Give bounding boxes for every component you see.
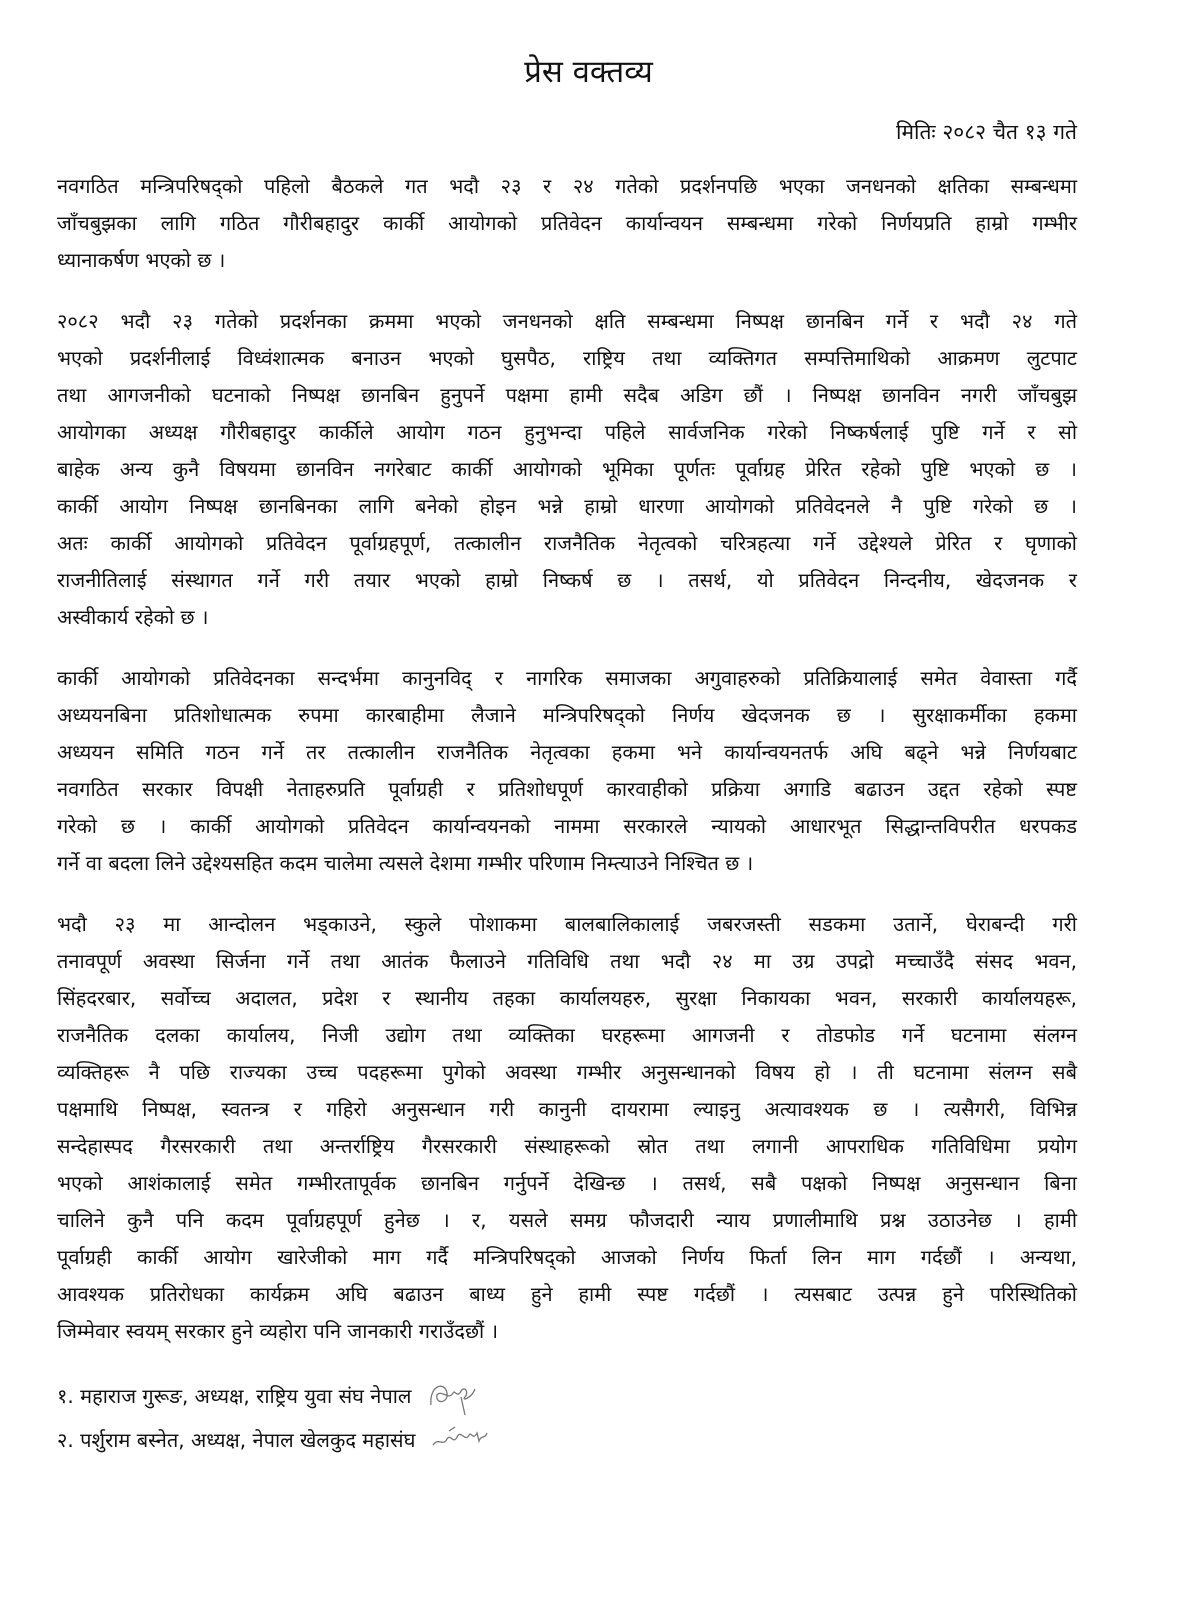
text-line: ध्यानाकर्षण भएको छ । <box>57 248 226 272</box>
text-line: राजनैतिक दलका कार्यालय, निजी उद्योग तथा व्यक्तिका घरहरूमा आगजनी र तोडफोड गर्ने घटनामा संलग्न <box>57 1023 1077 1047</box>
text-line: २०८२ भदौ २३ गतेको प्रदर्शनका क्रममा भएको जनधनको क्षति सम्बन्धमा निष्पक्ष छानबिन गर्ने र भदौ २४ गते <box>57 309 1077 333</box>
text-line: राजनीतिलाई संस्थागत गर्ने गरी तयार भएको हाम्रो निष्कर्ष छ । तसर्थ, यो प्रतिवेदन निन्दनीय, खेदजनक र <box>57 568 1077 592</box>
text-line: गरेको छ । कार्की आयोगको प्रतिवेदन कार्यान्वयनको नाममा सरकारले न्यायको आधारभूत सिद्धान्तविपरीत धरपकड <box>57 814 1077 838</box>
text-line: आवश्यक प्रतिरोधका कार्यक्रम अघि बढाउन बाध्य हुने हामी स्पष्ट गर्दछौं । त्यसबाट उत्पन्न हुने परिस्थितिको <box>57 1282 1077 1306</box>
signatory-line <box>57 1374 1077 1418</box>
paragraph <box>57 168 1077 279</box>
text-line: अध्ययन समिति गठन गर्ने तर तत्कालीन राजनैतिक नेतृत्वका हकमा भने कार्यान्वयनतर्फ अघि बढ्ने भन्ने निर्णयबाट <box>57 740 1077 764</box>
text-line: नवगठित सरकार विपक्षी नेताहरुप्रति पूर्वाग्रही र प्रतिशोधपूर्ण कारवाहीको प्रक्रिया अगाडि बढाउन उद्दत रहेको स्पष्ट <box>57 777 1077 801</box>
paragraph <box>57 303 1077 636</box>
text-line: भएको प्रदर्शनीलाई विध्वंशात्मक बनाउन भएको घुसपैठ, राष्ट्रिय तथा व्यक्तिगत सम्पत्तिमाथिको आक्रमण लुटपाट <box>57 346 1077 370</box>
text-line: बाहेक अन्य कुनै विषयमा छानविन नगरेबाट कार्की आयोगको भूमिका पूर्णतः पूर्वाग्रह प्रेरित रहेको पुष्टि भएको छ । <box>57 457 1077 481</box>
paragraph <box>57 906 1077 1350</box>
text-line: सन्देहास्पद गैरसरकारी तथा अन्तर्राष्ट्रिय गैरसरकारी संस्थाहरूको स्रोत तथा लगानी आपराधिक गतिविधिमा प्रयोग <box>57 1134 1077 1158</box>
signatory-name: १. महाराज गुरूङ, अध्यक्ष, राष्ट्रिय युवा संघ नेपाल <box>57 1384 412 1408</box>
document-title: प्रेस वक्तव्य <box>524 54 653 90</box>
text-line: पूर्वाग्रही कार्की आयोग खारेजीको माग गर्दै मन्त्रिपरिषद्को आजको निर्णय फिर्ता लिन माग गर्दछौं । अन्यथा, <box>57 1245 1077 1269</box>
text-line: आयोगका अध्यक्ष गौरीबहादुर कार्कीले आयोग गठन हुनुभन्दा पहिले सार्वजनिक गरेको निष्कर्षलाई पुष्टि गर्ने र सो <box>57 420 1077 444</box>
document-date: मितिः २०८२ चैत १३ गते <box>896 120 1077 144</box>
text-line: तथा आगजनीको घटनाको निष्पक्ष छानबिन हुनुपर्ने पक्षमा हामी सदैब अडिग छौं । निष्पक्ष छानविन नगरी जाँचबुझ <box>57 383 1077 407</box>
signature-image <box>429 1419 489 1461</box>
text-line: भएको आशंकालाई समेत गम्भीरतापूर्वक छानबिन गर्नुपर्ने देखिन्छ । तसर्थ, सबै पक्षको निष्पक्ष अनुसन्धान बिना <box>57 1171 1077 1195</box>
text-line: कार्की आयोगको प्रतिवेदनका सन्दर्भमा कानुनविद् र नागरिक समाजका अगुवाहरुको प्रतिक्रियालाई समेत वेवास्ता गर्दै <box>57 666 1077 690</box>
signature-image <box>425 1375 485 1417</box>
text-line: अस्वीकार्य रहेको छ । <box>57 605 209 629</box>
text-line: पक्षमाथि निष्पक्ष, स्वतन्त्र र गहिरो अनुसन्धान गरी कानुनी दायरामा ल्याइनु अत्यावश्यक छ । त्यसैगरी, विभिन्न <box>57 1097 1077 1121</box>
text-line: नवगठित मन्त्रिपरिषद्को पहिलो बैठकले गत भदौ २३ र २४ गतेको प्रदर्शनपछि भएका जनधनको क्षतिका सम्बन्धमा <box>57 174 1077 198</box>
text-line: अतः कार्की आयोगको प्रतिवेदन पूर्वाग्रहपूर्ण, तत्कालीन राजनैतिक नेतृत्वको चरित्रहत्या गर्ने उद्देश्यले प्रेरित र घृणाको <box>57 531 1077 555</box>
paragraph <box>57 660 1077 882</box>
text-line: व्यक्तिहरू नै पछि राज्यका उच्च पदहरूमा पुगेको अवस्था गम्भीर अनुसन्धानको विषय हो । ती घटनामा संलग्न सबै <box>57 1060 1077 1084</box>
paragraphs <box>57 168 1077 1350</box>
text-line: सिंहदरबार, सर्वोच्च अदालत, प्रदेश र स्थानीय तहका कार्यालयहरु, सुरक्षा निकायका भवन, सरकारी कार्यालयहरू, <box>57 986 1077 1010</box>
text-line: भदौ २३ मा आन्दोलन भड्काउने, स्कुले पोशाकमा बालबालिकालाई जबरजस्ती सडकमा उतार्ने, घेराबन्दी गरी <box>57 912 1077 936</box>
text-line: जिम्मेवार स्वयम् सरकार हुने व्यहोरा पनि जानकारी गराउँदछौं । <box>57 1319 499 1343</box>
text-line: तनावपूर्ण अवस्था सिर्जना गर्ने तथा आतंक फैलाउने गतिविधि तथा भदौ २४ मा उग्र उपद्रो मच्चाउँदै संसद भवन, <box>57 949 1077 973</box>
text-line: जाँचबुझका लागि गठित गौरीबहादुर कार्की आयोगको प्रतिवेदन कार्यान्वयन सम्बन्धमा गरेको निर्णयप्रति हाम्रो गम्भीर <box>57 211 1077 235</box>
document-body <box>57 168 1077 1462</box>
text-line: अध्ययनबिना प्रतिशोधात्मक रुपमा कारबाहीमा लैजाने मन्त्रिपरिषद्को निर्णय खेदजनक छ । सुरक्षाकर्मीका हकमा <box>57 703 1077 727</box>
signatory-name: २. पर्शुराम बस्नेत, अध्यक्ष, नेपाल खेलकुद महासंघ <box>57 1428 416 1452</box>
text-line: गर्ने वा बदला लिने उद्देश्यसहित कदम चालेमा त्यसले देशमा गम्भीर परिणाम निम्त्याउने निश्चित छ । <box>57 851 754 875</box>
text-line: चालिने कुनै पनि कदम पूर्वाग्रहपूर्ण हुनेछ । र, यसले समग्र फौजदारी न्याय प्रणालीमाथि प्रश्न उठाउनेछ । हामी <box>57 1208 1077 1232</box>
signatory-line <box>57 1418 1077 1462</box>
signatories <box>57 1374 1077 1462</box>
text-line: कार्की आयोग निष्पक्ष छानबिनका लागि बनेको होइन भन्ने हाम्रो धारणा आयोगको प्रतिवेदनले नै पुष्टि गरेको छ । <box>57 494 1077 518</box>
